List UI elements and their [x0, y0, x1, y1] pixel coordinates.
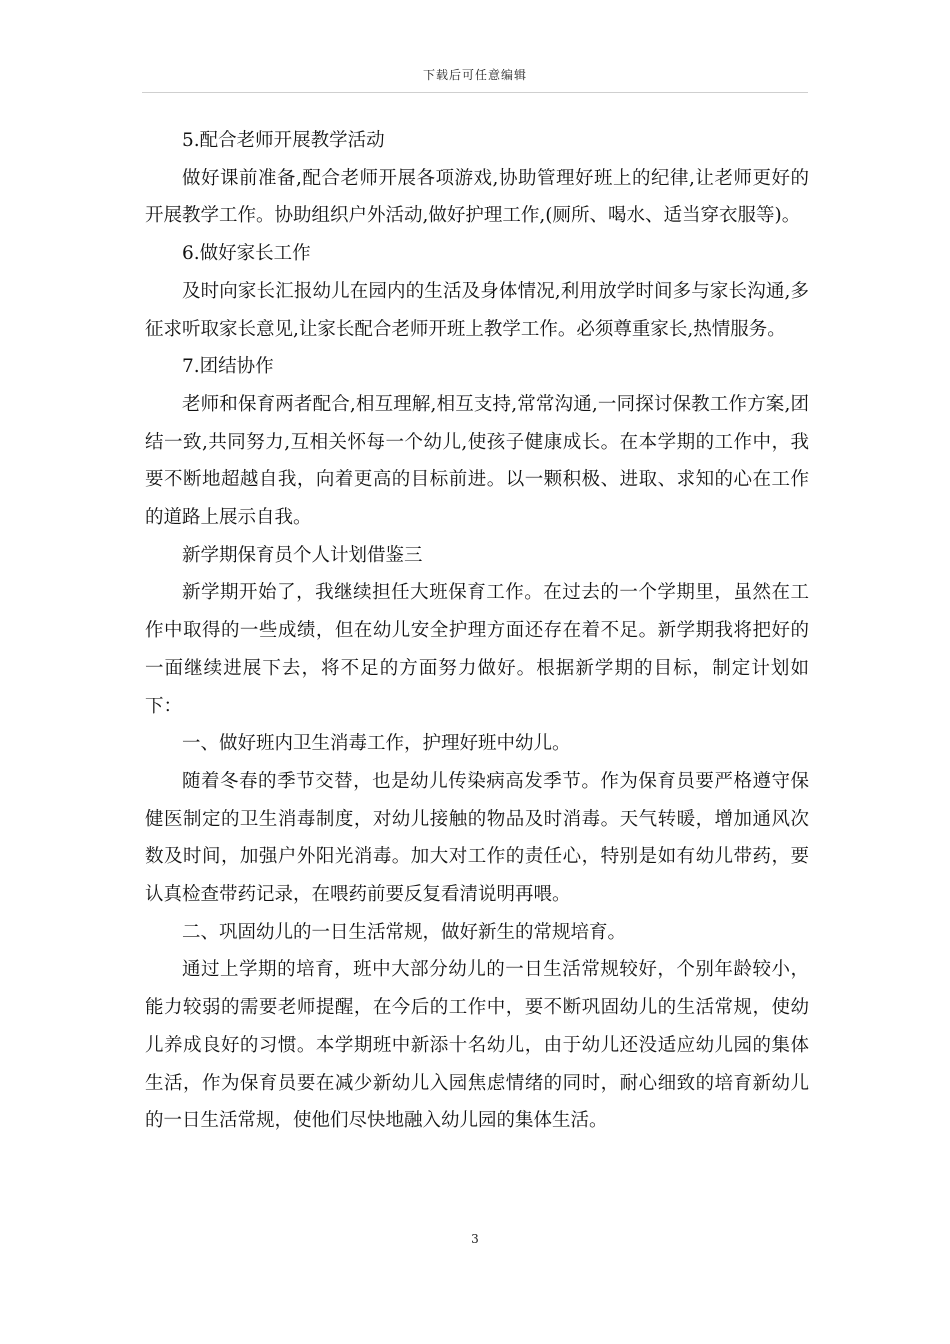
paragraph: 老师和保育两者配合,相互理解,相互支持,常常沟通,一同探讨保教工作方案,团结一致,共同努力,互相关怀每一个幼儿,使孩子健康成长。在本学期的工作中，我要不断地超越自我，向着更高的目标前进。以一颗积极、进取、求知的心在工作的道路上展示自我。: [145, 393, 809, 529]
paragraph: 随着冬春的季节交替，也是幼儿传染病高发季节。作为保育员要严格遵守保健医制定的卫生消毒制度，对幼儿接触的物品及时消毒。天气转暖，增加通风次数及时间，加强户外阳光消毒。加大对工作的责任心，特别是如有幼儿带药，要认真检查带药记录，在喂药前要反复看清说明再喂。: [145, 770, 809, 906]
page-header: 下载后可任意编辑: [422, 68, 527, 82]
document-body: [145, 122, 809, 1140]
paragraph: 及时向家长汇报幼儿在园内的生活及身体情况,利用放学时间多与家长沟通,多征求听取家长意见,让家长配合老师开班上教学工作。必须尊重家长,热情服务。: [145, 280, 809, 340]
paragraph: 新学期开始了，我继续担任大班保育工作。在过去的一个学期里，虽然在工作中取得的一些成绩，但在幼儿安全护理方面还存在着不足。新学期我将把好的一面继续进展下去，将不足的方面努力做好。根据新学期的目标，制定计划如下：: [145, 582, 809, 717]
heading-6: 6.做好家长工作: [182, 243, 311, 265]
header-divider: [142, 92, 808, 93]
paragraph: 做好课前准备,配合老师开展各项游戏,协助管理好班上的纪律,让老师更好的开展教学工作。协助组织户外活动,做好护理工作,(厕所、喝水、适当穿衣服等)。: [145, 167, 809, 227]
subheading-1: 一、做好班内卫生消毒工作，护理好班中幼儿。: [182, 733, 571, 755]
section-title: 新学期保育员个人计划借鉴三: [182, 544, 423, 566]
subheading-2: 二、巩固幼儿的一日生活常规，做好新生的常规培育。: [182, 921, 627, 943]
page-number: 3: [471, 1232, 479, 1246]
paragraph: 通过上学期的培育，班中大部分幼儿的一日生活常规较好，个别年龄较小，能力较弱的需要老师提醒，在今后的工作中，要不断巩固幼儿的生活常规，使幼儿养成良好的习惯。本学期班中新添十名幼儿，由于幼儿还没适应幼儿园的集体生活，作为保育员要在减少新幼儿入园焦虑情绪的同时，耐心细致的培育新幼儿的一日生活常规，使他们尽快地融入幼儿园的集体生活。: [145, 959, 809, 1132]
heading-5: 5.配合老师开展教学活动: [182, 130, 385, 151]
heading-7: 7.团结协作: [182, 356, 274, 378]
